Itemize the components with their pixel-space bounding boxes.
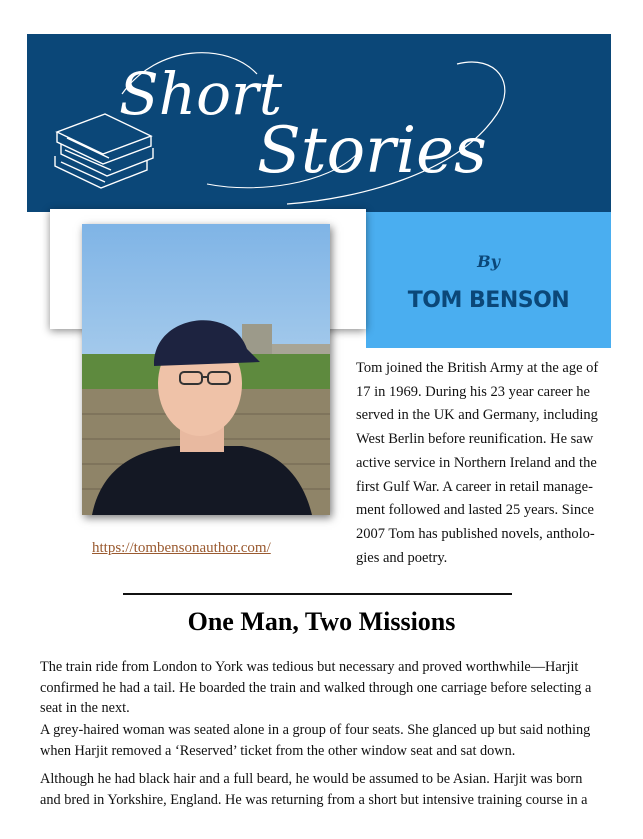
- title-banner: [27, 34, 611, 212]
- banner-word-short: Short: [119, 60, 283, 128]
- author-website-link[interactable]: https://tombensonauthor.com/: [92, 540, 271, 556]
- banner-art: [27, 34, 611, 212]
- byline-band: [366, 212, 611, 348]
- section-divider: [123, 593, 512, 595]
- story-paragraph: A grey-haired woman was seated alone in a group of four seats. She glanced up but said nothing when Harjit removed a ‘Reserved’ ticket from the other window seat and sat down.: [40, 722, 591, 759]
- author-photo: [82, 224, 330, 515]
- banner-word-stories: Stories: [257, 114, 487, 188]
- story-paragraph: Although he had black hair and a full beard, he would be assumed to be Asian. Harjit was born and bred in Yorkshire, England. He was returning from a short but intensive training course in a: [40, 771, 588, 808]
- story-title: One Man, Two Missions: [187, 607, 456, 636]
- story-paragraph: The train ride from London to York was tedious but necessary and proved worthwhile—Harjit confirmed he had a tail. He boarded the train and walked through one carriage before selecting a seat in the next.: [40, 659, 592, 716]
- author-name: TOM BENSON: [407, 288, 570, 313]
- author-bio: Tom joined the British Army at the age of 17 in 1969. During his 23 year career he served in the UK and Germany, including West Berlin before reunification. He saw active service in Northern Ireland and the first Gulf War. A career in retail manage-ment followed and lasted 25 years. Since 2007 Tom has published novels, antholo-gies and poetry.: [356, 360, 599, 566]
- byline-by: By: [477, 252, 500, 271]
